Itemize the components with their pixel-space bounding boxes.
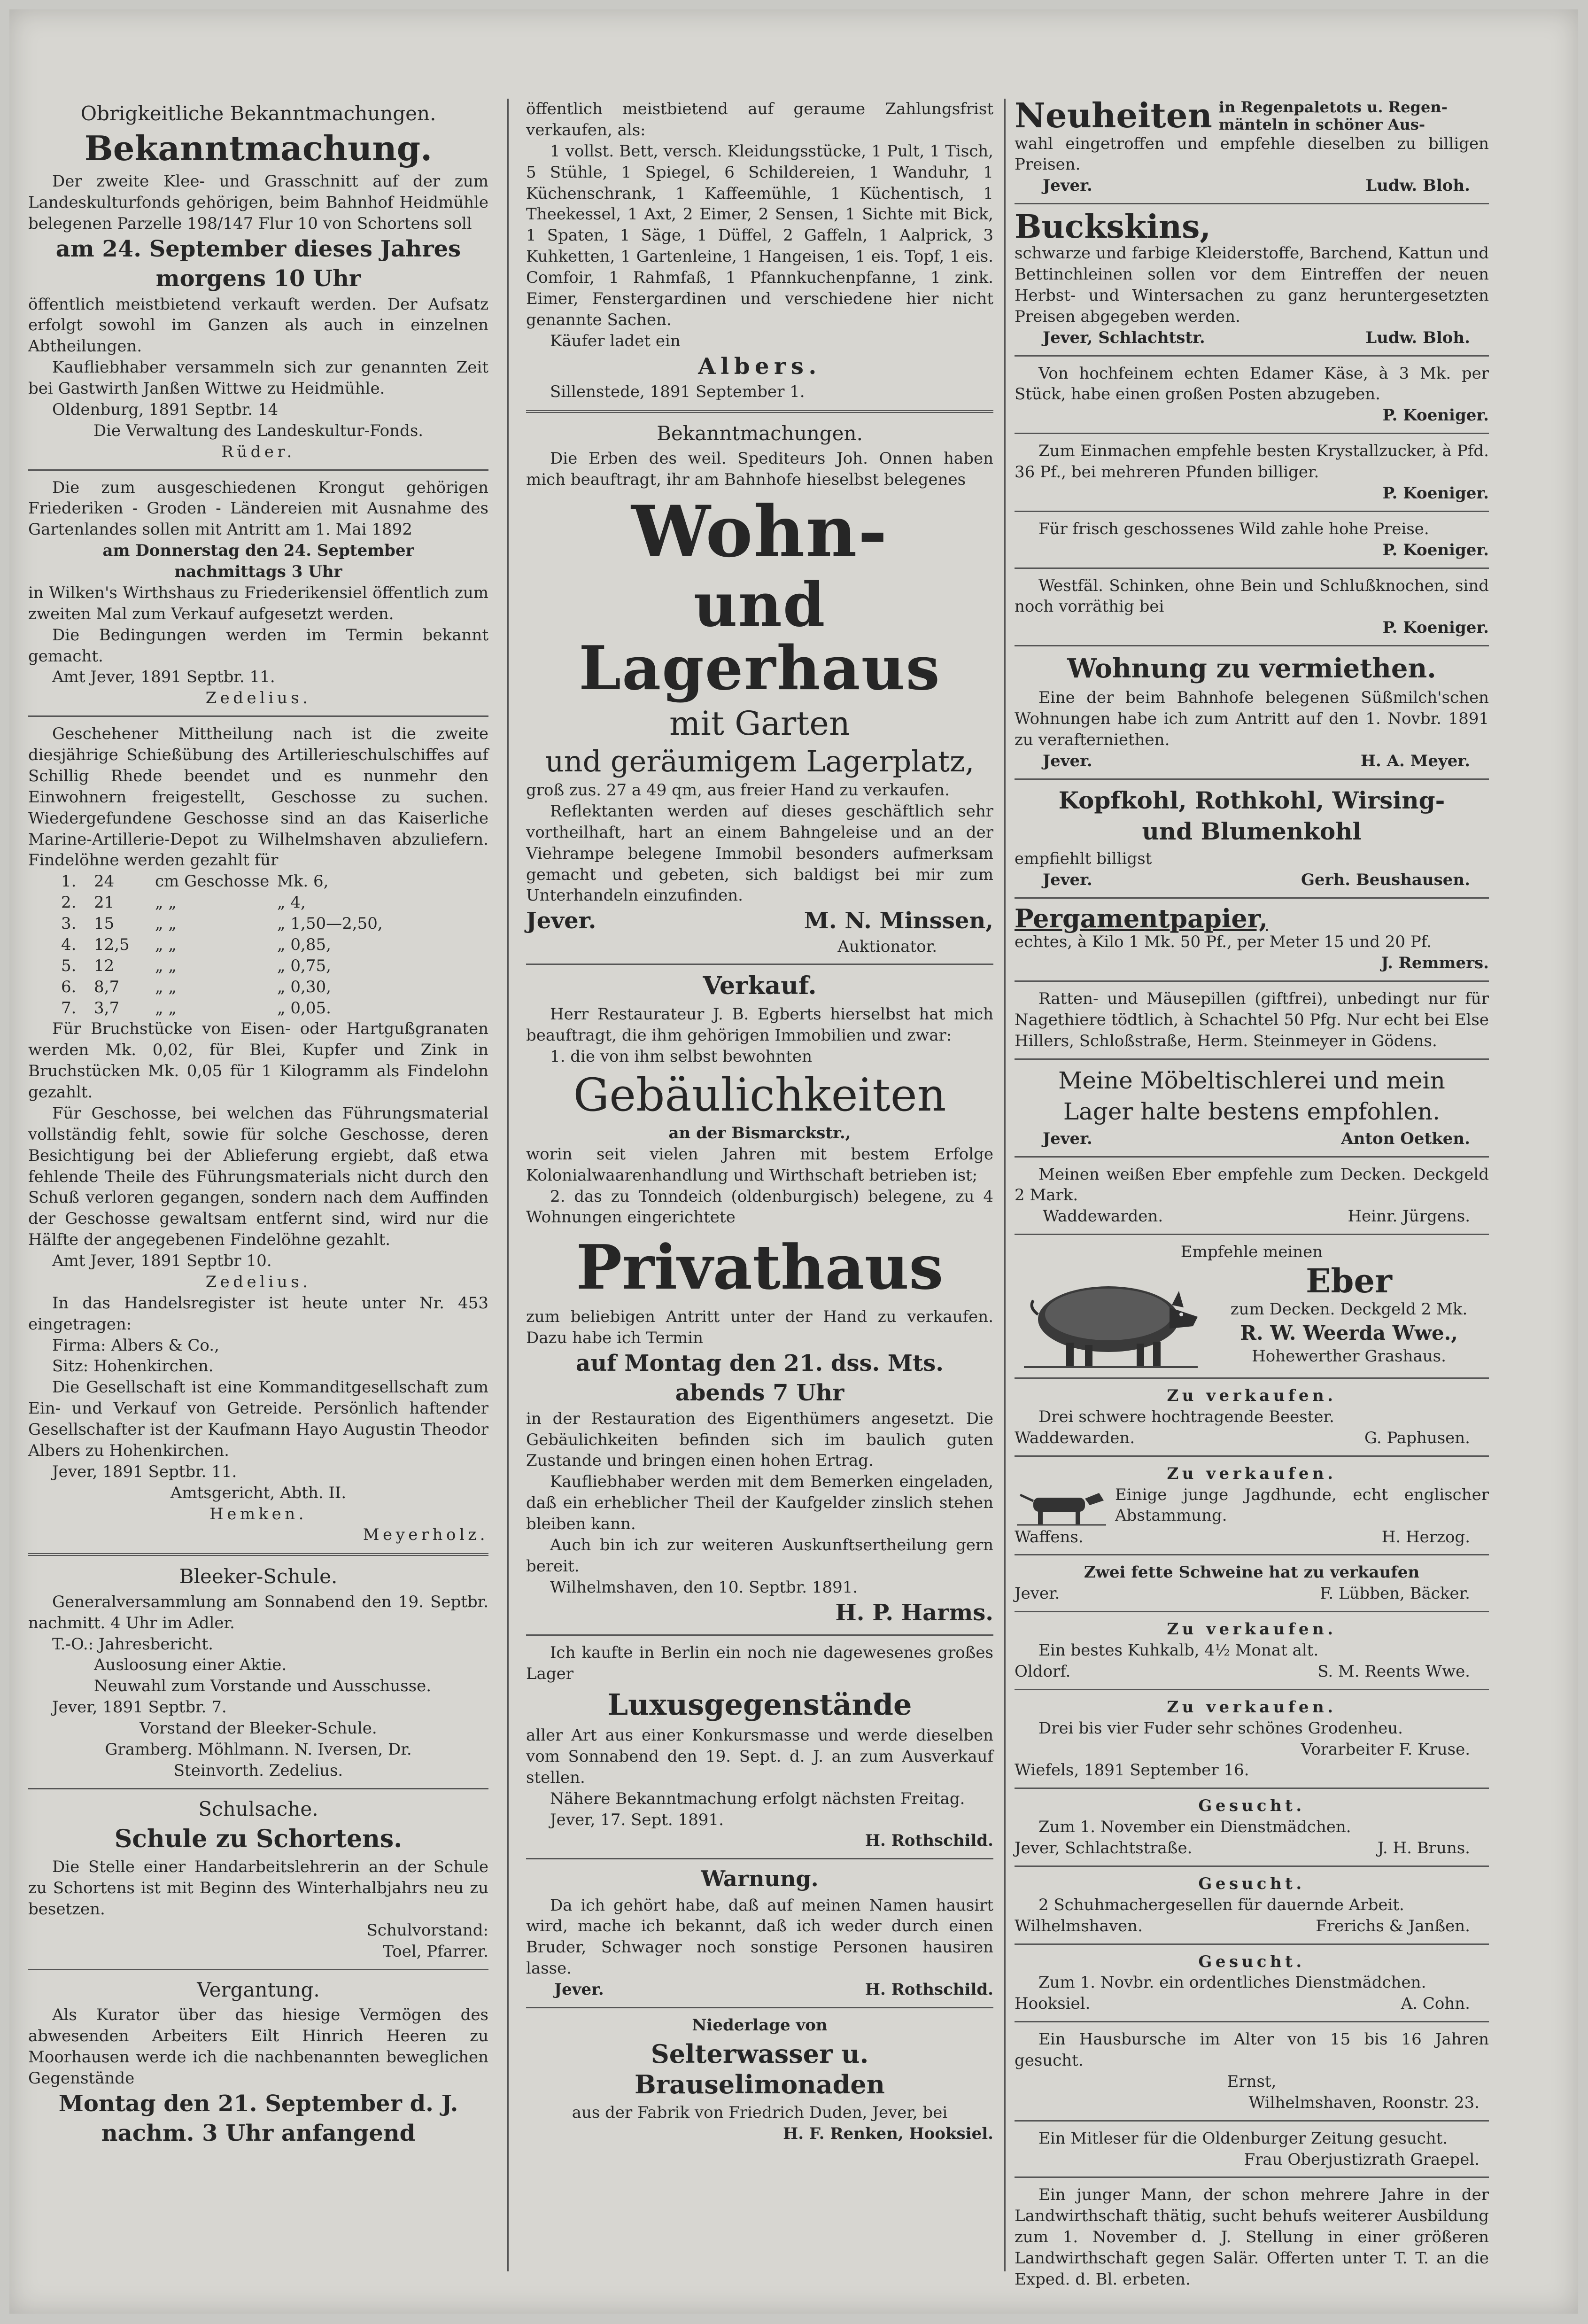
notice-place: Hooksiel.	[1015, 1994, 1091, 2013]
divider	[1015, 511, 1489, 512]
notice-text: Von hochfeinem echten Edamer Käse, à 3 Mk. per Stück, habe einen großen Posten abzugeben.	[1015, 364, 1489, 404]
divider	[1015, 1156, 1489, 1158]
notice-text: Generalversammlung am Sonnabend den 19. Septbr. nachmitt. 4 Uhr im Adler.	[28, 1592, 488, 1632]
ad-headline: Neuheiten	[1015, 95, 1212, 135]
notice-title: Verkauf.	[703, 972, 817, 1001]
notice-text: Einige junge Jagdhunde, echt englischer Abstammung.	[1115, 1485, 1489, 1525]
divider	[1015, 1865, 1489, 1867]
notice-text: schwarze und farbige Kleiderstoffe, Barchend, Kattun und Bettinchleinen sollen vor dem Eintreffen der neuen Herbst- und Wintersachen zu ganz heruntergesetzten Preisen abgegeben werden.	[1015, 244, 1489, 326]
ad-headline: und Lagerhaus	[579, 570, 941, 704]
boar-ad	[1015, 1263, 1489, 1371]
ad-headline: und Blumenkohl	[1142, 817, 1362, 845]
divider	[526, 964, 993, 965]
divider	[1015, 980, 1489, 982]
notice-text: Eine der beim Bahnhofe belegenen Süßmilch'schen Wohnungen habe ich zum Antritt auf den 1. Novbr. 1891 zu verafterniethen.	[1015, 688, 1489, 750]
notice-text: Ein Mitleser für die Oldenburger Zeitung gesucht.	[1038, 2129, 1448, 2148]
notice-title: Schule zu Schortens.	[114, 1825, 403, 1854]
divider	[28, 715, 488, 717]
notice-date: am Donnerstag den 24. September	[102, 541, 414, 560]
notice-title: Zu verkaufen.	[1167, 1697, 1337, 1717]
notice-text: Die Bedingungen werden im Termin bekannt gemacht.	[28, 625, 488, 666]
notice-signature: Albers.	[698, 353, 821, 380]
notice-text: 2. das zu Tonndeich (oldenburgisch) belegene, zu 4 Wohnungen eingerichtete	[526, 1187, 993, 1227]
notice-signature: J. Remmers.	[1381, 954, 1489, 973]
section-heading: Obrigkeitliche Bekanntmachungen.	[80, 102, 436, 125]
signature-row	[1015, 175, 1489, 196]
divider	[1015, 1689, 1489, 1690]
notice-text: Drei bis vier Fuder sehr schönes Grodenheu.	[1038, 1718, 1403, 1738]
divider	[1015, 2120, 1489, 2122]
ad-header-row	[1015, 95, 1489, 135]
ad-headline: Gebäulichkeiten	[573, 1068, 946, 1121]
ad-headline: Wohn-	[631, 490, 888, 573]
newspaper-page	[9, 9, 1578, 2314]
notice-text: Ich kaufte in Berlin ein noch nie dagewesenes großes Lager	[526, 1643, 993, 1683]
ad-headline: Lager halte bestens empfohlen.	[1063, 1097, 1441, 1125]
notice-text: Ein junger Mann, der schon mehrere Jahre in der Landwirthschaft thätig, sucht behufs weiterer Ausbildung zum 1. November d. J. Stellung in einer größeren Landwirthschaft gegen Salär. Offerten unter T. T. an die Exped. d. Bl. erbeten.	[1015, 2185, 1489, 2289]
notice-text: Nähere Bekanntmachung erfolgt nächsten Freitag.	[550, 1789, 965, 1808]
notice-text: Für Geschosse, bei welchen das Führungsmaterial vollständig fehlt, sowie für solche Geschosse, deren Besichtigung bei der Ablieferung ergiebt, daß etwa fehlende Theile des Führungsmaterials nicht durch den Schuß verloren gegangen, sondern nach dem Auffinden der Geschosse gewaltsam entfernt sind, wird nur die Hälfte der angegebenen Findelöhne gezahlt.	[28, 1104, 488, 1250]
ad-subheadline: an der Bismarckstr.,	[668, 1123, 851, 1143]
signature-row	[526, 906, 993, 936]
notice-place: Jever.	[1043, 870, 1092, 889]
boar-illustration	[1015, 1263, 1202, 1371]
notice-title: Gesucht.	[1198, 1874, 1305, 1893]
notice-text: Der zweite Klee- und Grasschnitt auf der zum Landeskulturfonds gehörigen, beim Bahnhof Heidmühle belegenen Parzelle 198/147 Flur 10 von Schortens soll	[28, 172, 488, 233]
notice-title: Gesucht.	[1198, 1796, 1305, 1816]
divider	[1015, 1058, 1489, 1060]
notice-text: 1 vollst. Bett, versch. Kleidungsstücke, 1 Pult, 1 Tisch, 5 Stühle, 1 Spiegel, 6 Schildereien, 1 Wanduhr, 1 Küchenschrank, 1 Kaffeemühle, 1 Küchentisch, 1 Theekessel, 1 Axt, 2 Eimer, 2 Sensen, 1 Sichte mit Bick, 1 Spaten, 1 Säge, 1 Düffel, 2 Gaffeln, 1 Aalprick, 3 Kuhketten, 1 Gartenleine, 1 Hangeisen, 1 eis. Topf, 1 eis. Comfoir, 1 Rahmfaß, 1 Pfannkuchenpfanne, 1 zink. Eimer, Fenstergardinen und verschiedene hier nicht genannte Sachen.	[526, 141, 993, 329]
notice-signature: Rüder.	[221, 442, 295, 461]
notice-signature: J. H. Bruns.	[1377, 1839, 1470, 1858]
notice-text: Zum 1. November ein Dienstmädchen.	[1038, 1818, 1351, 1837]
notice-text: Für Bruchstücke von Eisen- oder Hartgußgranaten werden Mk. 0,02, für Blei, Kupfer und Zink in Bruchstücken Mk. 0,05 für 1 Kilogramm als Findelohn gezahlt.	[28, 1019, 488, 1102]
notice-signature: Gramberg. Möhlmann. N. Iversen, Dr.	[105, 1740, 412, 1759]
notice-signature: H. Herzog.	[1381, 1527, 1470, 1547]
notice-signature: G. Paphusen.	[1364, 1428, 1470, 1447]
notice-signature: Anton Oetken.	[1341, 1129, 1470, 1148]
ad-header-row	[1015, 208, 1489, 246]
notice-text: Meinen weißen Eber empfehle zum Decken. Deckgeld 2 Mark.	[1015, 1165, 1489, 1205]
notice-place: Oldorf.	[1015, 1662, 1071, 1681]
notice-text: Käufer ladet ein	[550, 331, 681, 350]
divider	[1015, 1554, 1489, 1555]
notice-text: öffentlich meistbietend auf geraume Zahlungsfrist verkaufen, als:	[526, 100, 993, 140]
notice-text: Reflektanten werden auf dieses geschäftlich sehr vortheilhaft, hart an einem Bahngeleise und an der Viehrampe belegene Immobil besonders aufmerksam gemacht und gebeten, sich baldigst bei mir zum Unterhandeln einzufinden.	[526, 801, 993, 905]
notice-text: zum Decken. Deckgeld 2 Mk.	[1230, 1300, 1468, 1319]
notice-signature: R. W. Weerda Wwe.,	[1240, 1321, 1458, 1345]
notice-signature: P. Koeniger.	[1382, 618, 1489, 637]
notice-text: Die Erben des weil. Spediteurs Joh. Onnen haben mich beauftragt, ihr am Bahnhofe hieselbst belegenes	[526, 449, 993, 490]
agenda-item: Ausloosung einer Aktie.	[94, 1656, 287, 1675]
notice-text: Zum 1. Novbr. ein ordentliches Dienstmädchen.	[1038, 1973, 1426, 1992]
divider	[1015, 897, 1489, 899]
ad-subheadline: mit Garten	[669, 704, 850, 743]
notice-time: morgens 10 Uhr	[155, 265, 361, 292]
notice-place: Oldenburg, 1891 Septbr. 14	[52, 400, 279, 419]
ad-headline: Kopfkohl, Rothkohl, Wirsing-	[1058, 786, 1445, 814]
notice-text: Auch bin ich zur weiteren Auskunftsertheilung gern bereit.	[526, 1535, 993, 1576]
notice-text: Geschehener Mittheilung nach ist die zweite diesjährige Schießübung des Artillerieschulschiffes auf Schillig Rhede beendet und es nunmehr den Einwohnern freigestellt, Geschosse zu suchen. Wiedergefundene Geschosse sind an das Kaiserliche Marine-Artillerie-Depot zu Wilhelmshaven abzuliefern. Findelöhne werden gezahlt für	[28, 724, 488, 870]
notice-place: Waffens.	[1015, 1527, 1084, 1547]
notice-text: Ein Hausbursche im Alter von 15 bis 16 Jahren gesucht.	[1015, 2030, 1489, 2070]
notice-signature: S. M. Reents Wwe.	[1317, 1662, 1470, 1681]
column-rule	[507, 99, 509, 2271]
ad-headline: Selterwasser u. Brauselimonaden	[635, 2038, 885, 2099]
divider	[1015, 433, 1489, 434]
notice-signature: P. Koeniger.	[1382, 540, 1489, 560]
divider	[28, 469, 488, 471]
table-row: 1. 24 cm Geschosse Mk. 6,	[61, 872, 329, 891]
notice-place: Sillenstede, 1891 September 1.	[550, 382, 805, 401]
ad-headline: Pergamentpapier,	[1015, 903, 1268, 933]
notice-signature: Ludw. Bloh.	[1365, 328, 1470, 347]
notice-text: echtes, à Kilo 1 Mk. 50 Pf., per Meter 15 und 20 Pf.	[1015, 933, 1432, 952]
notice-date: Montag den 21. September d. J.	[58, 2090, 458, 2117]
signature-row	[1015, 1128, 1489, 1150]
notice-text: Herr Restaurateur J. B. Egberts hierselbst hat mich beauftragt, die ihm gehörigen Immobilien und zwar:	[526, 1004, 993, 1045]
agenda-item: Neuwahl zum Vorstande und Ausschusse.	[94, 1677, 432, 1696]
divider	[28, 1969, 488, 1970]
notice-place: Jever.	[554, 1980, 604, 1999]
ad-headline: Privathaus	[576, 1231, 944, 1304]
divider	[1015, 567, 1489, 569]
boar-ad-text	[1209, 1263, 1489, 1367]
divider	[1015, 1234, 1489, 1235]
notice-text: aller Art aus einer Konkursmasse und werde dieselben vom Sonnabend den 19. Sept. d. J. an zum Ausverkauf stellen.	[526, 1726, 993, 1787]
notice-signature: A. Cohn.	[1401, 1994, 1470, 2013]
notice-place: Jever.	[1043, 1129, 1092, 1148]
signature-row	[1015, 1916, 1489, 1937]
notice-text: öffentlich meistbietend verkauft werden. Der Aufsatz erfolgt sowohl im Ganzen als auch in einzelnen Abtheilungen.	[28, 295, 488, 356]
divider	[1015, 778, 1489, 780]
divider	[28, 1788, 488, 1789]
dog-ad	[1015, 1485, 1489, 1527]
notice-text: Als Kurator über das hiesige Vermögen des abwesenden Arbeiters Eilt Hinrich Heeren zu Moorhausen werde ich die nachbenannten beweglichen Gegenstände	[28, 2005, 488, 2088]
notice-place: Jever, 17. Sept. 1891.	[550, 1810, 724, 1829]
notice-signature: Ludw. Bloh.	[1365, 176, 1470, 195]
notice-place: Jever, Schlachtstraße.	[1015, 1839, 1193, 1858]
notice-place: Wiefels, 1891 September 16.	[1015, 1761, 1249, 1780]
signature-row	[1015, 327, 1489, 349]
notice-signature: F. Lübben, Bäcker.	[1320, 1584, 1470, 1603]
register-firm: Firma: Albers & Co.,	[52, 1336, 219, 1355]
notice-place: Wilhelmshaven, den 10. Septbr. 1891.	[550, 1578, 858, 1597]
notice-signature: Toel, Pfarrer.	[383, 1942, 488, 1961]
signature-row	[1015, 1206, 1489, 1227]
ad-intro: Empfehle meinen	[1180, 1243, 1323, 1262]
divider	[1015, 1611, 1489, 1612]
notice-place: Jever.	[1015, 1584, 1060, 1603]
notice-text: in der Restauration des Eigenthümers angesetzt. Die Gebäulichkeiten befinden sich im baulich guten Zustande und bringen einen hohen Ertrag.	[526, 1409, 993, 1470]
divider	[526, 1858, 993, 1859]
divider	[1015, 2176, 1489, 2178]
notice-time: nachm. 3 Uhr anfangend	[101, 2120, 416, 2147]
notice-signature: Zedelius.	[205, 689, 311, 708]
notice-authority: Amtsgericht, Abth. II.	[170, 1483, 347, 1502]
notice-text: Ein bestes Kuhkalb, 4½ Monat alt.	[1038, 1641, 1319, 1660]
column-left	[28, 99, 488, 2271]
notice-signature: Heinr. Jürgens.	[1348, 1207, 1470, 1226]
notice-signature: Hemken.	[209, 1504, 307, 1523]
divider	[526, 410, 993, 413]
ad-intro: Niederlage von	[692, 2015, 828, 2035]
notice-text: Die zum ausgeschiedenen Krongut gehörigen Friederiken - Groden - Ländereien mit Ausnahme des Gartenlandes sollen mit Antritt am 1. Mai 1892	[28, 478, 488, 539]
notice-signature: Meyerholz.	[363, 1525, 488, 1545]
divider	[1015, 203, 1489, 204]
notice-signature: H. Rothschild.	[865, 1980, 993, 1999]
ad-headline: Eber	[1306, 1261, 1392, 1301]
divider	[1015, 2021, 1489, 2022]
notice-text: Für frisch geschossenes Wild zahle hohe Preise.	[1038, 519, 1429, 538]
notice-place: Wilhelmshaven.	[1015, 1916, 1143, 1935]
notice-place: Jever, 1891 Septbr. 11.	[52, 1462, 237, 1481]
notice-signature: M. N. Minssen,	[804, 908, 993, 934]
notice-text: Drei schwere hochtragende Beester.	[1038, 1407, 1334, 1426]
divider	[1015, 1788, 1489, 1789]
divider	[1015, 645, 1489, 646]
notice-text: wahl eingetroffen und empfehle dieselben zu billigen Preisen.	[1015, 134, 1489, 174]
ad-headline: Meine Möbeltischlerei und mein	[1058, 1066, 1445, 1094]
signature-row	[1015, 1583, 1489, 1604]
section-heading: Bleeker-Schule.	[179, 1565, 338, 1588]
notice-place: Jever, 1891 Septbr. 7.	[52, 1698, 227, 1717]
notice-time: abends 7 Uhr	[675, 1380, 844, 1407]
notice-signature: Steinvorth. Zedelius.	[173, 1761, 343, 1780]
ad-headline-side: in Regenpaletots u. Regen- mänteln in schöner Aus-	[1218, 98, 1448, 133]
notice-text: groß zus. 27 a 49 qm, aus freier Hand zu verkaufen.	[526, 781, 950, 800]
notice-place: Jever.	[1043, 176, 1092, 195]
signature-row	[1015, 1838, 1489, 1859]
notice-text: Ratten- und Mäusepillen (giftfrei), unbedingt nur für Nagethiere tödtlich, à Schachtel 50 Pfg. Nur echt bei Else Hillers, Schloßstraße, Herm. Steinmeyer in Gödens.	[1015, 989, 1489, 1050]
notice-authority: Die Verwaltung des Landeskultur-Fonds.	[93, 421, 424, 440]
ad-headline: Luxusgegenstände	[607, 1687, 912, 1722]
table-row: 2. 21 „ „ „ 4,	[61, 893, 306, 912]
notice-text: aus der Fabrik von Friedrich Duden, Jever, bei	[572, 2103, 948, 2122]
notice-signature: P. Koeniger.	[1382, 406, 1489, 425]
signature-row	[1015, 1993, 1489, 2014]
notice-signature: H. F. Renken, Hooksiel.	[783, 2124, 993, 2144]
table-row: 7. 3,7 „ „ „ 0,05.	[61, 998, 331, 1018]
ad-headline: Buckskins,	[1015, 208, 1211, 246]
notice-place: Hohewerther Grashaus.	[1252, 1347, 1446, 1366]
signature-row	[1015, 1661, 1489, 1682]
notice-text: Westfäl. Schinken, ohne Bein und Schlußknochen, sind noch vorräthig bei	[1015, 576, 1489, 616]
notice-text: Kaufliebhaber werden mit dem Bemerken eingeladen, daß ein erheblicher Theil der Kaufgelder zinslich stehen bleiben kann.	[526, 1472, 993, 1534]
divider	[526, 1634, 993, 1636]
column-right	[1015, 95, 1489, 2289]
notice-signature: Vorarbeiter F. Kruse.	[1301, 1740, 1470, 1759]
signature-row	[1015, 870, 1489, 891]
agenda-item: T.-O.: Jahresbericht.	[52, 1634, 213, 1654]
notice-authority: Schulvorstand:	[366, 1921, 488, 1940]
notice-place: Waddewarden.	[1015, 1428, 1135, 1447]
ad-subheadline: und geräumigem Lagerplatz,	[545, 744, 975, 778]
notice-text: zum beliebigen Antritt unter der Hand zu verkaufen. Dazu habe ich Termin	[526, 1307, 993, 1348]
notice-text: 1. die von ihm selbst bewohnten	[550, 1047, 813, 1066]
notice-text: worin seit vielen Jahren mit bestem Erfolge Kolonialwaarenhandlung und Wirthschaft betrieben ist;	[526, 1144, 993, 1185]
notice-title: Warnung.	[701, 1866, 819, 1892]
table-row: 4. 12,5 „ „ „ 0,85,	[61, 935, 331, 954]
notice-text: Die Gesellschaft ist eine Kommanditgesellschaft zum Ein- und Verkauf von Getreide. Persönlich haftender Gesellschafter ist der Kaufmann Hayo Augustin Theodor Albers zu Hohenkirchen.	[28, 1378, 488, 1460]
signature-row	[1015, 1527, 1489, 1548]
notice-text: 2 Schuhmachergesellen für dauernde Arbeit.	[1038, 1895, 1404, 1914]
table-row: 5. 12 „ „ „ 0,75,	[61, 956, 331, 975]
notice-date: am 24. September dieses Jahres	[55, 235, 461, 262]
notice-text: Zwei fette Schweine hat zu verkaufen	[1084, 1563, 1420, 1582]
notice-place: Amt Jever, 1891 Septbr. 11.	[52, 668, 275, 687]
divider	[526, 2007, 993, 2008]
notice-place: Jever.	[1043, 752, 1092, 771]
notice-place: Amt Jever, 1891 Septbr 10.	[52, 1251, 272, 1271]
notice-text: In das Handelsregister ist heute unter Nr. 453 eingetragen:	[28, 1293, 488, 1334]
notice-place: Jever.	[526, 908, 596, 934]
notice-signature: Frau Oberjustizrath Graepel.	[1244, 2150, 1480, 2169]
column-middle	[526, 99, 993, 2271]
notice-signature: H. P. Harms.	[835, 1599, 993, 1626]
notice-text: in Wilken's Wirthshaus zu Friederikensiel öffentlich zum zweiten Mal zum Verkauf aufgesetzt werden.	[28, 583, 488, 623]
notice-title: Bekanntmachung.	[84, 128, 433, 169]
divider	[1015, 1943, 1489, 1945]
notice-place: Jever, Schlachtstr.	[1043, 328, 1205, 347]
notice-time: nachmittags 3 Uhr	[174, 562, 342, 582]
notice-text: Die Stelle einer Handarbeitslehrerin an der Schule zu Schortens ist mit Beginn des Winterhalbjahrs neu zu besetzen.	[28, 1858, 488, 1919]
notice-place: Waddewarden.	[1043, 1207, 1163, 1226]
divider	[1015, 355, 1489, 357]
signature-row	[526, 1979, 993, 2000]
column-rule	[1004, 99, 1006, 2271]
notice-title: Wohnung zu vermiethen.	[1067, 653, 1436, 684]
table-row: 6. 8,7 „ „ „ 0,30,	[61, 977, 331, 996]
notice-signature: Frerichs & Janßen.	[1316, 1916, 1470, 1935]
notice-title: Zu verkaufen.	[1167, 1464, 1337, 1483]
notice-place: Wilhelmshaven, Roonstr. 23.	[1248, 2093, 1480, 2112]
notice-title: Gesucht.	[1198, 1952, 1305, 1971]
notice-signature: Ernst,	[1227, 2072, 1277, 2091]
notice-signature: H. Rothschild.	[865, 1831, 993, 1850]
notice-title: Zu verkaufen.	[1167, 1620, 1337, 1639]
divider	[28, 1553, 488, 1556]
notice-text: Da ich gehört habe, daß auf meinen Namen hausirt wird, mache ich bekannt, daß ich weder durch einen Bruder, Schwager noch sonstige Personen hausiren lasse.	[526, 1896, 993, 1978]
divider	[1015, 1377, 1489, 1379]
notice-text: Kaufliebhaber versammeln sich zur genannten Zeit bei Gastwirth Janßen Wittwe zu Heidmühle.	[28, 358, 488, 398]
section-heading: Vergantung.	[197, 1978, 320, 2001]
notice-signature: P. Koeniger.	[1382, 483, 1489, 503]
divider	[1015, 1455, 1489, 1457]
notice-text: Zum Einmachen empfehle besten Krystallzucker, à Pfd. 36 Pf., bei mehreren Pfunden billiger.	[1015, 442, 1489, 482]
notice-authority: Vorstand der Bleeker-Schule.	[139, 1719, 377, 1738]
notice-title: Zu verkaufen.	[1167, 1386, 1337, 1406]
signature-row	[1015, 751, 1489, 772]
notice-date: auf Montag den 21. dss. Mts.	[576, 1350, 944, 1377]
notice-text: empfiehlt billigst	[1015, 849, 1152, 868]
reward-table	[28, 871, 488, 1018]
signature-row	[1015, 1428, 1489, 1449]
section-heading: Bekanntmachungen.	[657, 421, 863, 445]
notice-signature: Zedelius.	[205, 1272, 311, 1291]
notice-signature: H. A. Meyer.	[1360, 752, 1470, 771]
register-seat: Sitz: Hohenkirchen.	[52, 1357, 214, 1376]
section-heading: Schulsache.	[198, 1797, 318, 1820]
dog-illustration	[1015, 1485, 1108, 1527]
notice-signature: Gerh. Beushausen.	[1301, 870, 1470, 889]
ad-header-row	[1015, 905, 1489, 932]
notice-role: Auktionator.	[837, 937, 937, 956]
table-row: 3. 15 „ „ „ 1,50—2,50,	[61, 914, 383, 933]
